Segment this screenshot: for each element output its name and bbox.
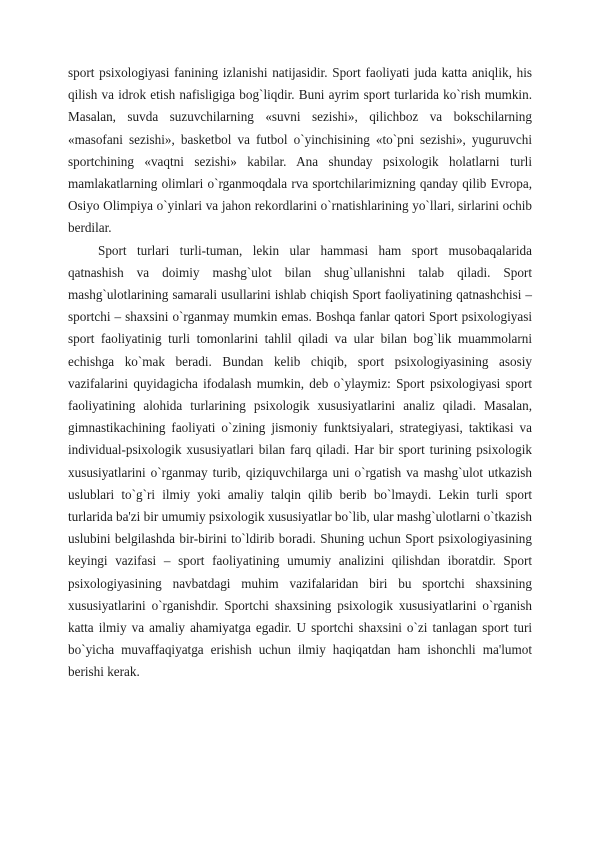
document-page	[68, 62, 532, 684]
paragraph-1: sport psixologiyasi fanining izlanishi natijasidir. Sport faoliyati juda katta aniqlik, his qilish va idrok etish nafisligiga bog`liqdir. Buni ayrim sport turlarida ko`rish mumkin. Masalan, suvda suzuvchilarning «suvni sezishi», qilichboz va bokschilarning «masofani sezishi», basketbol va futbol o`yinchisining «to`pni sezishi», yuguruvchi sportchining «vaqtni sezishi» kabilar. Ana shunday psixologik holatlarni turli mamlakatlarning olimlari o`rganmoqdala rva sportchilarimizning qanday qilib Evropa, Osiyo Olimpiya o`yinlari va jahon rekordlarini o`rnatishlarining yo`llari, sirlarini ochib berdilar.	[68, 65, 532, 236]
paragraph-2: Sport turlari turli-tuman, lekin ular hammasi ham sport musobaqalarida qatnashish va doimiy mashg`ulot bilan shug`ullanishni talab qiladi. Sport mashg`ulotlarining samarali usullarini ishlab chiqish Sport faoliyatining qatnashchisi – sportchi – shaxsini o`rganmay mumkin emas. Boshqa fanlar qatori Sport psixologiyasi sport faoliyatinig turli tomonlarini tahlil qiladi va ular bilan bog`lik muammolarni echishga ko`mak beradi. Bundan kelib chiqib, sport psixologiyasining asosiy vazifalarini quyidagicha ifodalash mumkin, deb o`ylaymiz: Sport psixologiyasi sport faoliyatining alohida turlarining psixologik xususiyatlarini analiz qiladi. Masalan, gimnastikachining faoliyati o`zining jismoniy funktsiyalari, strategiyasi, taktikasi va individual-psixologik xususiyatlari bilan farq qiladi. Har bir sport turining psixologik xususiyatlarini o`rganmay turib, qiziquvchilarga uni o`rgatish va mashg`ulot utkazish uslublari to`g`ri ilmiy yoki amaliy talqin qilib berib bo`lmaydi. Lekin turli sport turlarida ba'zi bir umumiy psixologik xususiyatlar bo`lib, ular mashg`ulotlarni o`tkazish uslubini belgilashda bir-birini to`ldirib boradi. Shuning uchun Sport psixologiyasining keyingi vazifasi – sport faoliyatining umumiy analizini qilishdan iboratdir. Sport psixologiyasining navbatdagi muhim vazifalaridan biri bu sportchi shaxsining xususiyatlarini o`rganishdir. Sportchi shaxsining psixologik xususiyatlarini o`rganish katta ilmiy va amaliy ahamiyatga egadir. U sportchi shaxsini o`zi tanlagan sport turi bo`yicha muvaffaqiyatga erishish uchun ilmiy haqiqatdan ham ishonchli ma'lumot berishi kerak.	[68, 242, 532, 680]
